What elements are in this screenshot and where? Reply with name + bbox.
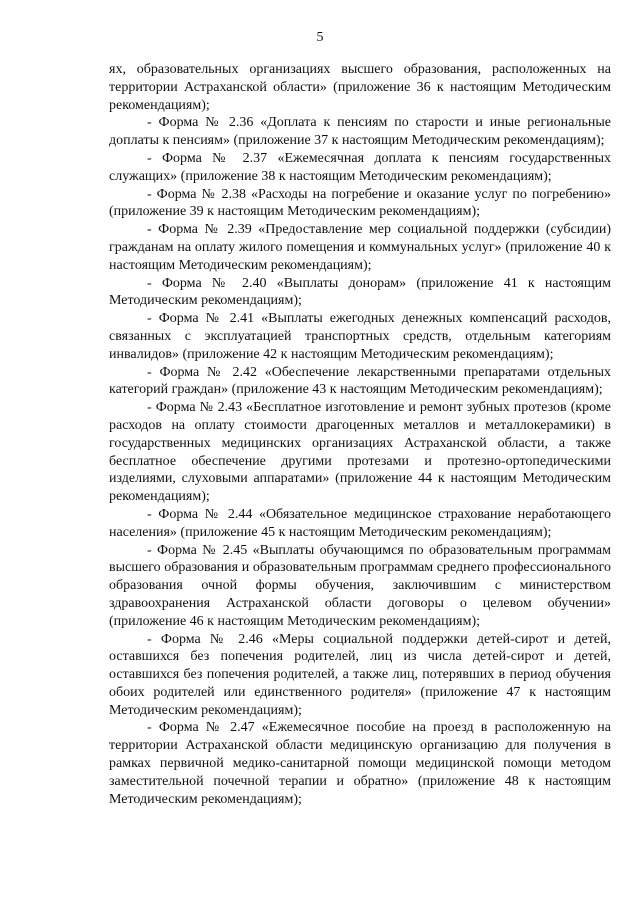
- form-item-2-46: - Форма № 2.46 «Меры социальной поддержки детей-сирот и детей, оставшихся без попечения родителей, лиц из числа детей-сирот и детей, оставшихся без попечения родителей, а также лиц, потерявших в период обучения обоих родителей или единственного родителя» (приложение 47 к настоящим Методическим рекомендациям);: [109, 631, 611, 718]
- form-item-2-39: - Форма № 2.39 «Предоставление мер социальной поддержки (субсидии) гражданам на оплату жилого помещения и коммунальных услуг» (приложение 40 к настоящим Методическим рекомендациям);: [109, 222, 611, 273]
- page-number: 5: [316, 30, 324, 45]
- form-item-2-45: - Форма № 2.45 «Выплаты обучающимся по образовательным программам высшего образования и образовательным программам среднего профессионального образования очной формы обучения, заключившим с министерством здравоохранения Астраханской области договоры о целевом обучении» (приложение 46 к настоящим Методическим рекомендациям);: [109, 542, 611, 629]
- form-item-2-40: - Форма № 2.40 «Выплаты донорам» (приложение 41 к настоящим Методическим рекомендациям);: [109, 275, 611, 309]
- form-item-2-36: - Форма № 2.36 «Доплата к пенсиям по старости и иные региональные доплаты к пенсиям» (приложение 37 к настоящим Методическим рекомендациям);: [109, 115, 611, 149]
- form-item-2-42: - Форма № 2.42 «Обеспечение лекарственными препаратами отдельных категорий граждан» (приложение 43 к настоящим Методическим рекомендациям);: [109, 364, 611, 398]
- paragraph-continuation: ях, образовательных организациях высшего образования, расположенных на территории Астраханской области» (приложение 36 к настоящим Методическим рекомендациям);: [109, 62, 611, 113]
- form-item-2-47: - Форма № 2.47 «Ежемесячное пособие на проезд в расположенную на территории Астраханской области медицинскую организацию для получения в рамках первичной медико-санитарной помощи медицинской помощи методом заместительной почечной терапии и обратно» (приложение 48 к настоящим Методическим рекомендациям);: [109, 720, 611, 807]
- form-item-2-41: - Форма № 2.41 «Выплаты ежегодных денежных компенсаций расходов, связанных с эксплуатацией транспортных средств, отдельным категориям инвалидов» (приложение 42 к настоящим Методическим рекомендациям);: [109, 311, 611, 362]
- form-item-2-38: - Форма № 2.38 «Расходы на погребение и оказание услуг по погребению» (приложение 39 к настоящим Методическим рекомендациям);: [109, 186, 611, 220]
- form-item-2-37: - Форма № 2.37 «Ежемесячная доплата к пенсиям государственных служащих» (приложение 38 к настоящим Методическим рекомендациям);: [109, 150, 611, 184]
- body-text: [109, 61, 611, 808]
- form-item-2-44: - Форма № 2.44 «Обязательное медицинское страхование неработающего населения» (приложение 45 к настоящим Методическим рекомендациям);: [109, 506, 611, 540]
- form-item-2-43: - Форма № 2.43 «Бесплатное изготовление и ремонт зубных протезов (кроме расходов на оплату стоимости драгоценных металлов и металлокерамики) в государственных медицинских организациях Астраханской области, а также бесплатное обеспечение другими протезами и протезно-ортопедическими изделиями, слуховыми аппаратами» (приложение 44 к настоящим Методическим рекомендациям);: [109, 400, 611, 505]
